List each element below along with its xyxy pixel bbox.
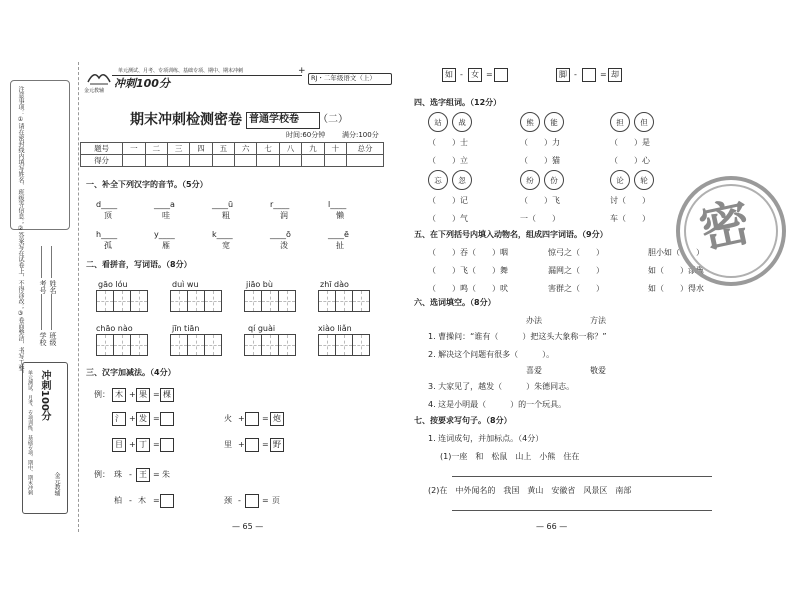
answer-box[interactable] (160, 412, 174, 426)
choice-char: 熊 (520, 112, 540, 132)
q6-title: 六、选词填空。（8分） (414, 298, 496, 307)
q1-pinyin[interactable]: ____a (154, 200, 175, 209)
q3-eq: = (153, 470, 160, 479)
q3-eq: = (153, 496, 160, 505)
answer-box[interactable] (245, 438, 259, 452)
answer-box[interactable] (494, 68, 508, 82)
q3-op: + (129, 440, 136, 449)
score-head: 三 (167, 143, 189, 155)
q6-sentence[interactable]: 4. 这是小明最（ ）的一个玩具。 (428, 400, 567, 409)
q1-pinyin[interactable]: d____ (96, 200, 118, 209)
score-head: 二 (145, 143, 167, 155)
answer-box[interactable] (245, 412, 259, 426)
q1-title: 一、补全下列汉字的音节。（5分） (86, 180, 208, 189)
q4-word[interactable]: （ ）猫 (520, 156, 560, 165)
answer-box[interactable] (160, 438, 174, 452)
q5-item[interactable]: 胆小如（ ） (648, 248, 704, 257)
choice-char: 轮 (634, 170, 654, 190)
choice-char: 站 (428, 112, 448, 132)
q1-pinyin[interactable]: ____ē (328, 230, 349, 239)
answer-box[interactable] (245, 494, 259, 508)
q3-op: + (129, 390, 136, 399)
choice-char: 忽 (452, 170, 472, 190)
choice-char: 忘 (428, 170, 448, 190)
q3-char: 目 (115, 440, 123, 449)
word-grid[interactable] (318, 334, 370, 356)
q4-title: 四、选字组词。（12分） (414, 98, 502, 107)
q7-title: 七、按要求写句子。（8分） (414, 416, 512, 425)
q3-eq: = (486, 70, 493, 79)
page-number-right: — 66 — (536, 522, 568, 531)
q1-hanzi: 顶 (104, 211, 112, 220)
q3-char: 女 (471, 70, 479, 79)
q5-item[interactable]: 害群之（ ） (548, 284, 604, 293)
answer-box[interactable] (160, 494, 174, 508)
grade-tag-text: RJ・二年级语文（上） (311, 74, 376, 82)
exam-badge-num: （二） (318, 114, 348, 125)
q3-ex-label: 例： (94, 470, 110, 479)
q2-title: 二、看拼音，写词语。（8分） (86, 260, 192, 269)
choice-char: 战 (452, 112, 472, 132)
q3-eq: = (153, 440, 160, 449)
q2-pinyin: jiāo bù (246, 280, 273, 289)
q1-pinyin[interactable]: y____ (154, 230, 175, 239)
q1-hanzi: 泼 (280, 241, 288, 250)
q3-ex-label: 例： (94, 390, 110, 399)
q5-item[interactable]: 漏网之（ ） (548, 266, 604, 275)
score-cell[interactable] (167, 155, 189, 167)
q4-word[interactable]: 讨（ ） (610, 196, 650, 205)
q3-op: + (238, 440, 245, 449)
brand-tagline: 单元测试、月考、专项训练、基础专项、期中、期末冲刺 (118, 68, 244, 74)
q4-word[interactable]: 一（ ） (520, 214, 560, 223)
q3-eq: = (262, 496, 269, 505)
q3-op: - (129, 470, 132, 479)
q6-sentence[interactable]: 3. 大家见了，越发（ ）朱德同志。 (428, 382, 575, 391)
q6-option: 办法 (526, 316, 542, 325)
binding-notice: 注意事项：①请在密封线内填写姓名、班级等信息；②答案写在试卷上，不得涂改；③卷面整洁，书写工整。 (17, 86, 24, 377)
score-cell[interactable] (212, 155, 234, 167)
q2-pinyin: gāo lóu (98, 280, 128, 289)
q3-char: 朱 (162, 470, 170, 479)
score-label: 得分 (81, 155, 123, 167)
score-cell[interactable] (279, 155, 301, 167)
word-grid[interactable] (170, 290, 222, 312)
word-grid[interactable] (170, 334, 222, 356)
page-number-left: — 65 — (232, 522, 264, 531)
q1-hanzi: 粗 (222, 211, 230, 220)
score-head: 六 (235, 143, 257, 155)
q5-item[interactable]: 如（ ）得水 (648, 284, 704, 293)
q3-char: 页 (272, 496, 280, 505)
q4-word[interactable]: （ ）立 (428, 156, 468, 165)
q4-word[interactable]: （ ）是 (610, 138, 650, 147)
q4-word[interactable]: 车（ ） (610, 214, 650, 223)
q3-op: + (129, 414, 136, 423)
plus-mark-icon: + (298, 66, 306, 76)
q1-hanzi: 润 (280, 211, 288, 220)
q3-char: 炮 (273, 414, 281, 423)
q1-pinyin[interactable]: k____ (212, 230, 233, 239)
q3-eq: = (153, 414, 160, 423)
q3-op: - (129, 496, 132, 505)
series-title: 冲刺100分 (114, 77, 170, 90)
q3-title: 三、汉字加减法。（4分） (86, 368, 176, 377)
score-cell[interactable] (235, 155, 257, 167)
q7-item: (1)一座 和 松鼠 山上 小熊 住在 (440, 452, 580, 461)
book-logo-icon (86, 66, 112, 86)
q3-char: 氵 (115, 414, 123, 423)
word-grid[interactable] (96, 334, 148, 356)
q3-char: 木 (115, 390, 123, 399)
q1-hanzi: 懒 (336, 211, 344, 220)
q5-title: 五、在下列括号内填入动物名，组成四字词语。（9分） (414, 230, 608, 239)
q1-pinyin[interactable]: ____ō (270, 230, 291, 239)
score-head: 七 (257, 143, 279, 155)
q4-word[interactable]: （ ）力 (520, 138, 560, 147)
score-cell[interactable] (302, 155, 324, 167)
q3-char: 如 (445, 70, 453, 79)
score-head: 五 (212, 143, 234, 155)
q2-pinyin: duì wu (172, 280, 199, 289)
q1-hanzi: 扯 (336, 241, 344, 250)
q1-hanzi: 孤 (104, 241, 112, 250)
score-cell[interactable] (190, 155, 212, 167)
choice-char: 但 (634, 112, 654, 132)
field-class: 班级 (49, 332, 57, 346)
q4-word[interactable]: （ ）飞 (520, 196, 560, 205)
q3-char: 却 (611, 70, 619, 79)
score-head: 十 (324, 143, 347, 155)
q6-option: 敬爱 (590, 366, 606, 375)
answer-box[interactable] (582, 68, 596, 82)
q2-pinyin: zhī dào (320, 280, 349, 289)
q3-char: 里 (224, 440, 232, 449)
q3-char: 脚 (559, 70, 567, 79)
score-cell[interactable] (145, 155, 167, 167)
exam-badge: 普通学校卷 (249, 114, 299, 125)
stamp-text: 密 (694, 192, 756, 260)
exam-time: 时间:60分钟 (286, 131, 326, 139)
q2-pinyin: qí guài (248, 324, 276, 333)
q3-op: - (460, 70, 463, 79)
score-head: 九 (302, 143, 324, 155)
field-name: 姓名 (49, 280, 57, 294)
q2-pinyin: xiào liǎn (318, 324, 352, 333)
q7-item: (2)在 中外闻名的 我国 黄山 安徽省 风景区 南部 (428, 486, 632, 495)
score-cell[interactable] (347, 155, 384, 167)
q1-hanzi: 哇 (162, 211, 170, 220)
q7-sub: 1. 连词成句，并加标点。（4分） (428, 434, 544, 443)
score-cell[interactable] (123, 155, 145, 167)
binding-strip (8, 70, 76, 520)
q5-item[interactable]: （ ）飞（ ）舞 (428, 266, 508, 275)
q4-word[interactable]: （ ）记 (428, 196, 468, 205)
q6-option: 方法 (590, 316, 606, 325)
q5-item[interactable]: （ ）吞（ ）咽 (428, 248, 508, 257)
q3-eq: = (262, 440, 269, 449)
q3-char: 果 (139, 390, 147, 399)
q1-pinyin[interactable]: r____ (270, 200, 290, 209)
exam-full-score: 满分:100分 (342, 131, 379, 139)
choice-char: 纷 (520, 170, 540, 190)
score-cell[interactable] (257, 155, 279, 167)
score-head: 四 (190, 143, 212, 155)
q3-op: + (238, 414, 245, 423)
side-logo: 金元教辅 (53, 472, 60, 496)
q3-char: 棵 (163, 390, 171, 399)
q6-sentence[interactable]: 2. 解决这个问题有很多（ ）。 (428, 350, 555, 359)
q5-item[interactable]: （ ）鸣（ ）吠 (428, 284, 508, 293)
score-head: 八 (279, 143, 301, 155)
answer-line[interactable] (452, 476, 712, 477)
q3-char: 珠 (114, 470, 122, 479)
q3-op: - (574, 70, 577, 79)
q1-pinyin[interactable]: l____ (328, 200, 347, 209)
answer-line[interactable] (452, 510, 712, 511)
q3-op: - (238, 496, 241, 505)
q3-char: 王 (139, 470, 147, 479)
field-number: 考号 (39, 280, 47, 294)
side-series: 冲刺100分 (39, 370, 50, 421)
field-school: 学校 (39, 332, 47, 346)
word-grid[interactable] (96, 290, 148, 312)
q3-char: 柏 (114, 496, 122, 505)
score-head: 题号 (81, 143, 123, 155)
q2-pinyin: jīn tiān (172, 324, 200, 333)
q6-sentence[interactable]: 1. 曹操问：“谁有（ ）把这头大象称一称？” (428, 332, 607, 341)
choice-char: 担 (610, 112, 630, 132)
choice-char: 能 (544, 112, 564, 132)
q3-char: 丁 (139, 440, 147, 449)
choice-char: 论 (610, 170, 630, 190)
score-cell[interactable] (324, 155, 347, 167)
q1-hanzi: 雁 (162, 241, 170, 250)
word-grid[interactable] (244, 334, 296, 356)
word-grid[interactable] (244, 290, 296, 312)
score-table (80, 142, 384, 167)
q4-word[interactable]: （ ）士 (428, 138, 468, 147)
logo-text: 金元教辅 (84, 88, 105, 94)
side-tagline: 单元测试、月考、专项训练、基础专项、期中、期末冲刺 (27, 370, 33, 495)
q1-pinyin[interactable]: h____ (96, 230, 118, 239)
exam-title: 期末冲刺检测密卷 (130, 112, 242, 128)
seal-line (78, 62, 79, 532)
q3-eq: = (153, 390, 160, 399)
q5-item[interactable]: 惊弓之（ ） (548, 248, 604, 257)
choice-char: 份 (544, 170, 564, 190)
q4-word[interactable]: （ ）气 (428, 214, 468, 223)
q5-item[interactable]: 如（ ）添翼 (648, 266, 704, 275)
word-grid[interactable] (318, 290, 370, 312)
q6-option: 喜爱 (526, 366, 542, 375)
q3-char: 火 (224, 414, 232, 423)
q2-pinyin: chāo nào (96, 324, 133, 333)
q3-char: 发 (139, 414, 147, 423)
q3-eq: = (600, 70, 607, 79)
q1-hanzi: 宽 (222, 241, 230, 250)
q3-char: 木 (138, 496, 146, 505)
q1-pinyin[interactable]: ____ū (212, 200, 234, 209)
q3-char: 野 (273, 440, 281, 449)
q3-char: 颈 (224, 496, 232, 505)
score-head: 一 (123, 143, 145, 155)
q3-eq: = (262, 414, 269, 423)
q4-word[interactable]: （ ）心 (610, 156, 650, 165)
score-head: 总分 (347, 143, 384, 155)
